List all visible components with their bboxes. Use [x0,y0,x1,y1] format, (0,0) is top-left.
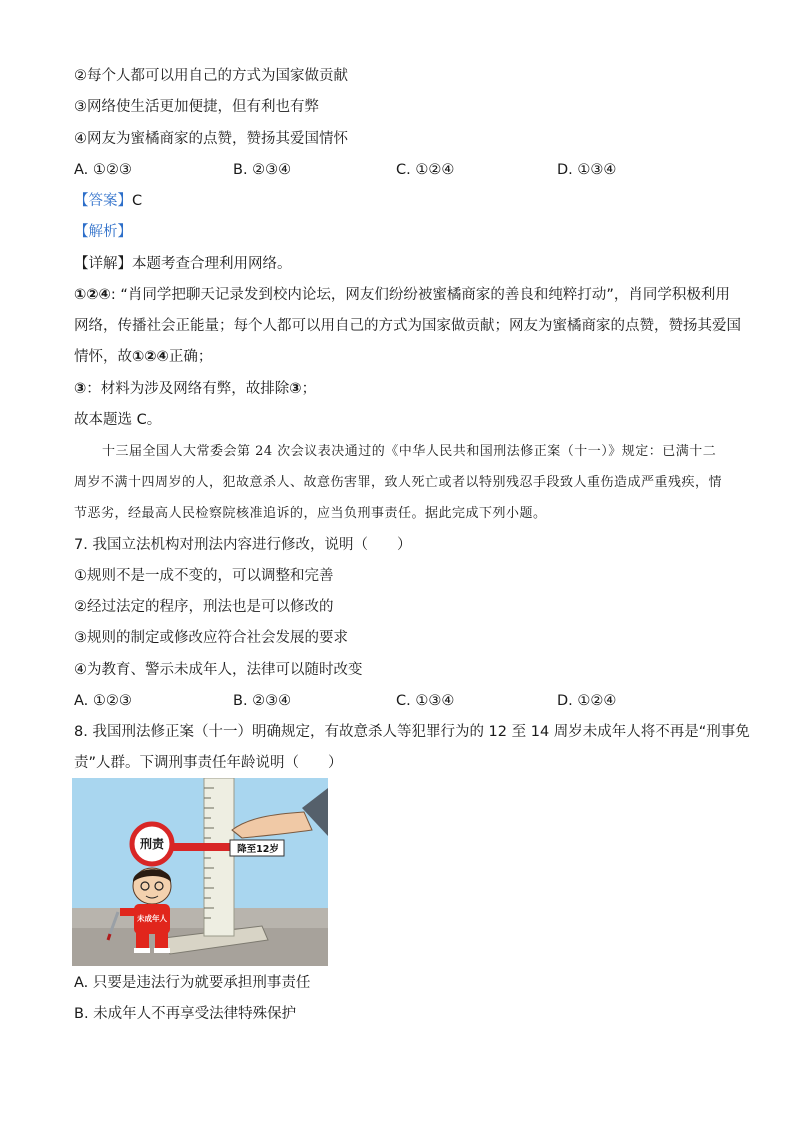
detail-line: 【详解】本题考查合理利用网络。 [74,256,292,272]
q7-option-b: B. ②③④ [233,693,292,709]
q6-option-d: D. ①③④ [557,162,617,178]
q6-answer [74,191,142,211]
sign-label: 刑责 [139,837,164,851]
explanation-text: ； [301,381,317,397]
explanation-text: : “肖同学把聊天记录发到校内论坛，网友们纷纷被蜜橘商家的善良和纯粹打动”，肖同学积极利用 [110,287,730,303]
explanation-text: 情怀，故 [74,349,132,365]
explanation-choice-ref: ③ [289,381,302,397]
q6-statement-4: ④网友为蜜橘商家的点赞，赞扬其爱国情怀 [74,131,348,147]
explanation-choice-ref: ③ [74,381,87,397]
q6-option-a: A. ①②③ [74,162,132,178]
q7-statement-1: ①规则不是一成不变的，可以调整和完善 [74,568,334,584]
explanation-line-4 [74,379,316,399]
q8-stem-line-1: 8. 我国刑法修正案（十一）明确规定，有故意杀人等犯罪行为的 12 至 14 周岁未成年人将不再是“刑事免 [74,724,750,740]
ruler-label: 降至12岁 [237,844,279,855]
conclusion-line: 故本题选 C。 [74,412,162,428]
q7-statement-2: ②经过法定的程序，刑法也是可以修改的 [74,599,334,615]
explanation-text: ：材料为涉及网络有弊，故排除 [86,381,290,397]
q6-option-b: B. ②③④ [233,162,292,178]
q8-option-a: A. 只要是违法行为就要承担刑事责任 [74,975,311,991]
cartoon-illustration [72,778,328,966]
explanation-line-1 [74,285,730,305]
q7-stem: 7. 我国立法机构对刑法内容进行修改，说明（ ） [74,537,412,553]
explanation-line-3 [74,347,212,367]
q7-statement-3: ③规则的制定或修改应符合社会发展的要求 [74,630,348,646]
q6-statement-3: ③网络使生活更加便捷，但有利也有弊 [74,99,319,115]
answer-tag: 【答案】 [74,193,132,209]
explanation-choice-ref: ①②④ [74,287,111,303]
q6-option-c: C. ①②④ [396,162,455,178]
explanation-choice-ref: ①②④ [132,349,169,365]
q6-statement-2: ②每个人都可以用自己的方式为国家做贡献 [74,68,348,84]
shirt-label: 未成年人 [137,914,167,923]
q7-option-c: C. ①③④ [396,693,455,709]
q8-stem-line-2: 责”人群。下调刑事责任年龄说明（ ） [74,755,343,771]
explanation-line-2: 网络，传播社会正能量；每个人都可以用自己的方式为国家做贡献；网友为蜜橘商家的点赞，赞扬其爱国 [74,318,741,334]
passage-text: 十三届全国人大常委会第 24 次会议表决通过的《中华人民共和国刑法修正案（十一）》规定：已满十二周岁不满十四周岁的人，犯故意杀人、故意伤害罪，致人死亡或者以特别残忍手段致人重伤造成严重残疾，情节恶劣，经最高人民检察院核准追诉的，应当负刑事责任。据此完成下列小题。 [74,444,723,521]
q7-statement-4: ④为教育、警示未成年人，法律可以随时改变 [74,662,363,678]
q7-option-d: D. ①②④ [557,693,617,709]
explanation-text: 正确； [168,349,213,365]
q8-option-b: B. 未成年人不再享受法律特殊保护 [74,1006,297,1022]
reading-passage [74,436,724,529]
answer-value: C [132,193,143,209]
q7-option-a: A. ①②③ [74,693,132,709]
analysis-tag: 【解析】 [74,224,132,240]
